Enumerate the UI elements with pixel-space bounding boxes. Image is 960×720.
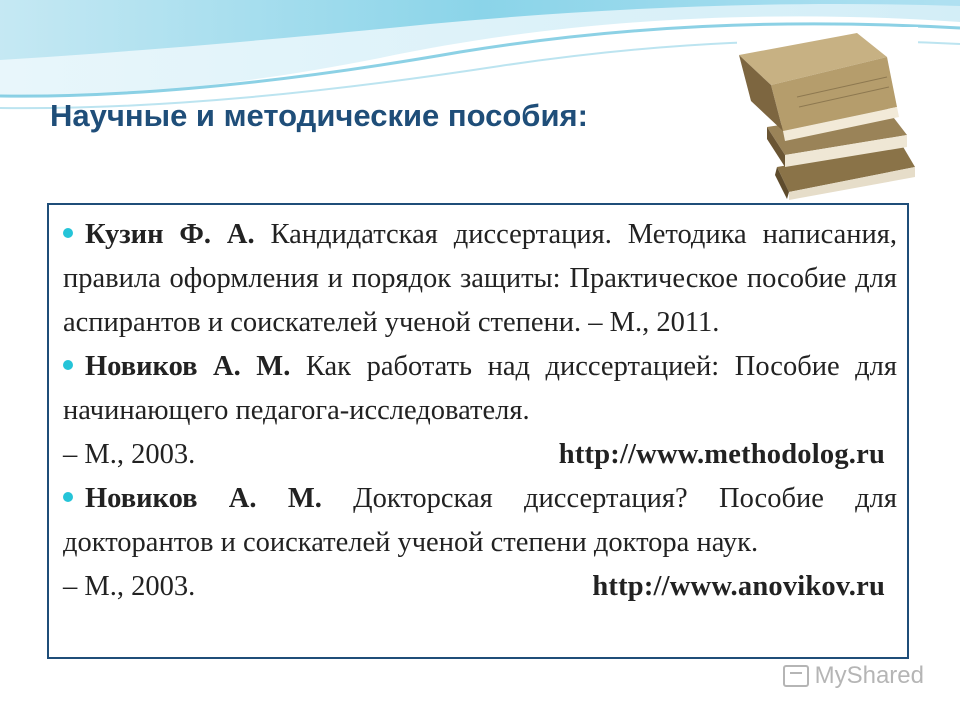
reference-text: Кандидатская диссертация. Методика написания, правила оформления и порядок защиты: Практическое пособие для аспирантов и соискателей ученой степени. – М., 2011. [63, 219, 897, 338]
reference-url-link[interactable]: http://www.methodolog.ru [558, 439, 885, 470]
reference-author: Новиков А. М. [85, 483, 322, 514]
reference-text: Как работать над диссертацией: Пособие для начинающего педагога-исследователя. [63, 351, 897, 426]
reference-year: – М., 2003. [63, 571, 196, 602]
reference-tail-line [63, 565, 897, 609]
reference-item [63, 213, 897, 345]
watermark [783, 662, 924, 690]
presentation-icon [783, 665, 809, 687]
references-box [47, 203, 909, 659]
reference-tail-line [63, 433, 897, 477]
books-stack-image [737, 27, 918, 200]
reference-url-link[interactable]: http://www.anovikov.ru [592, 571, 885, 602]
watermark-text: MyShared [814, 662, 924, 689]
reference-item [63, 345, 897, 477]
reference-author: Кузин Ф. А. [85, 219, 255, 250]
bullet-icon [63, 228, 73, 238]
reference-item [63, 477, 897, 609]
reference-year: – М., 2003. [63, 439, 196, 470]
bullet-icon [63, 360, 73, 370]
bullet-icon [63, 492, 73, 502]
slide-title: Научные и методические пособия: [50, 98, 588, 133]
reference-author: Новиков А. М. [85, 351, 291, 382]
reference-text: Докторская диссертация? Пособие для докторантов и соискателей ученой степени доктора наук. [63, 483, 897, 558]
